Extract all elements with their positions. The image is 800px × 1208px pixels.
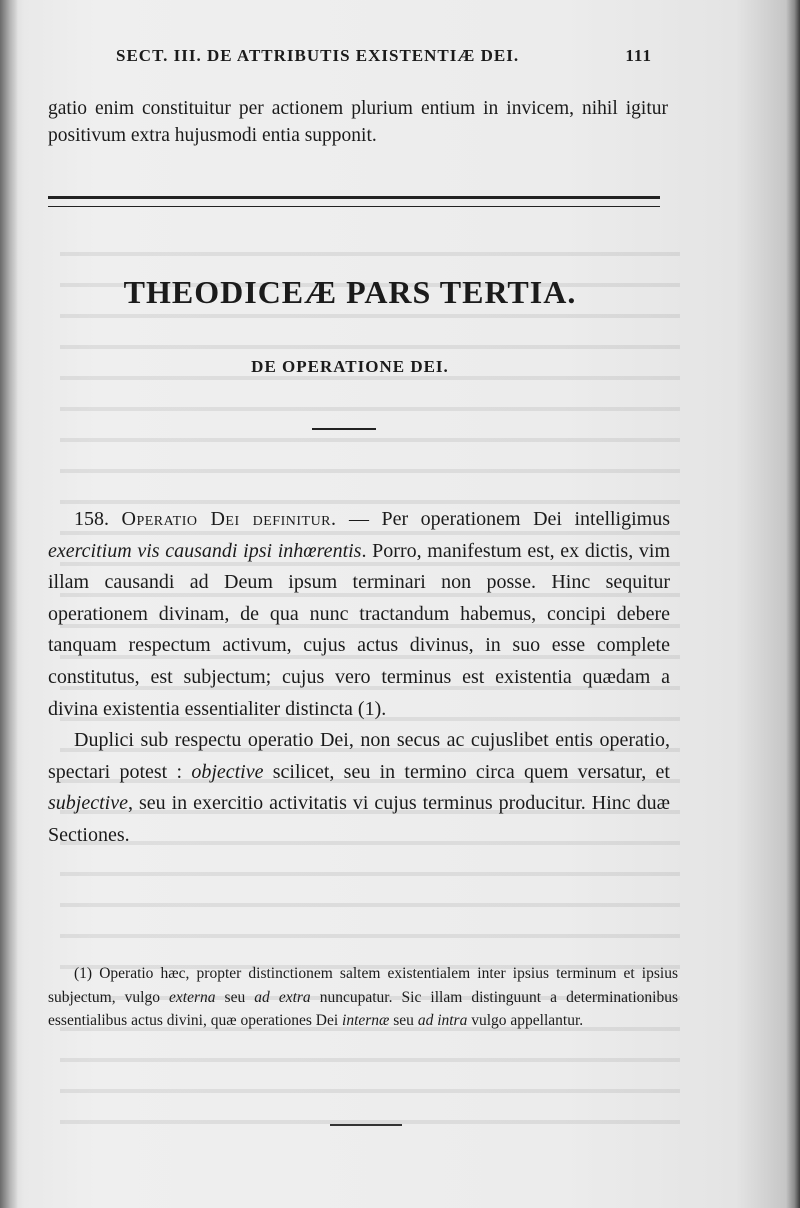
- emphasis-text: internæ: [342, 1012, 390, 1029]
- carryover-paragraph: [48, 95, 668, 149]
- paragraph-text: . Porro, manifestum est, ex dictis, vim illam causandi ad Deum ipsum terminari non posse. Hinc sequitur operationem divinam, de qua nunc tractandum habemus, concipi debere tanquam respectum activum, cujus actus divinus, in suo esse complete constitutus, est subjectum; cujus vero terminus est existentia quædam a divina existentia essentialiter distincta (1).: [48, 539, 671, 720]
- paragraph-duplici: [48, 725, 670, 851]
- emphasis-text: subjective: [48, 792, 128, 815]
- section-heading: Operatio Dei definitur.: [121, 508, 337, 530]
- paragraph-text: Per operationem Dei intelligimus: [381, 508, 671, 530]
- footnote-text: vulgo appellantur.: [467, 1012, 584, 1029]
- footnote-text: Operatio hæc, propter distinctionem saltem existentialem inter ipsius terminum et ipsius subjectum, vulgo: [48, 965, 678, 1006]
- emphasis-text: ad intra: [417, 1012, 468, 1029]
- paragraph-text: , seu in exercitio activitatis vi cujus terminus producitur. Hinc duæ Sectiones.: [48, 792, 670, 846]
- paragraph-158: [48, 504, 670, 725]
- page-number: 111: [625, 46, 652, 65]
- footnote-text: nuncupatur. Sic illam distinguunt a determinationibus essentialibus actus divini, quæ operationes Dei: [48, 988, 678, 1029]
- emphasis-text: ad extra: [254, 988, 311, 1006]
- section-158: [48, 504, 670, 852]
- bottom-rule-divider: [330, 1124, 402, 1126]
- footnote-marker: (1): [74, 965, 93, 982]
- emphasis-text: exercitium vis causandi ipsi inhœrentis: [48, 539, 362, 562]
- page-edge-shadow: [786, 0, 800, 1208]
- page-spine-shadow: [0, 0, 18, 1208]
- emphasis-text: externa: [169, 988, 216, 1006]
- footnote-text: seu: [389, 1012, 418, 1029]
- paragraph-text: Duplici sub respectu operatio Dei, non secus ac cujuslibet entis operatio, spectari potest :: [48, 729, 670, 783]
- heading-dash: —: [336, 508, 382, 530]
- emphasis-text: objective: [191, 760, 264, 783]
- footnote-text: seu: [215, 988, 255, 1006]
- double-rule-divider: [48, 196, 660, 207]
- part-title: THEODICEÆ PARS TERTIA.: [123, 274, 577, 310]
- short-rule-divider: [312, 428, 376, 430]
- footnotes: [48, 962, 678, 1033]
- footnote-1: [48, 962, 678, 1033]
- paragraph-text: scilicet, seu in termino circa quem versatur, et: [263, 760, 670, 783]
- running-title: SECT. III. DE ATTRIBUTIS EXISTENTIÆ DEI.: [116, 46, 520, 65]
- section-number: 158.: [74, 508, 109, 530]
- carryover-text: gatio enim constituitur per actionem plurium entium in invicem, nihil igitur positivum extra hujusmodi entia supponit.: [48, 98, 668, 146]
- part-subtitle: DE OPERATIONE DEI.: [251, 357, 449, 376]
